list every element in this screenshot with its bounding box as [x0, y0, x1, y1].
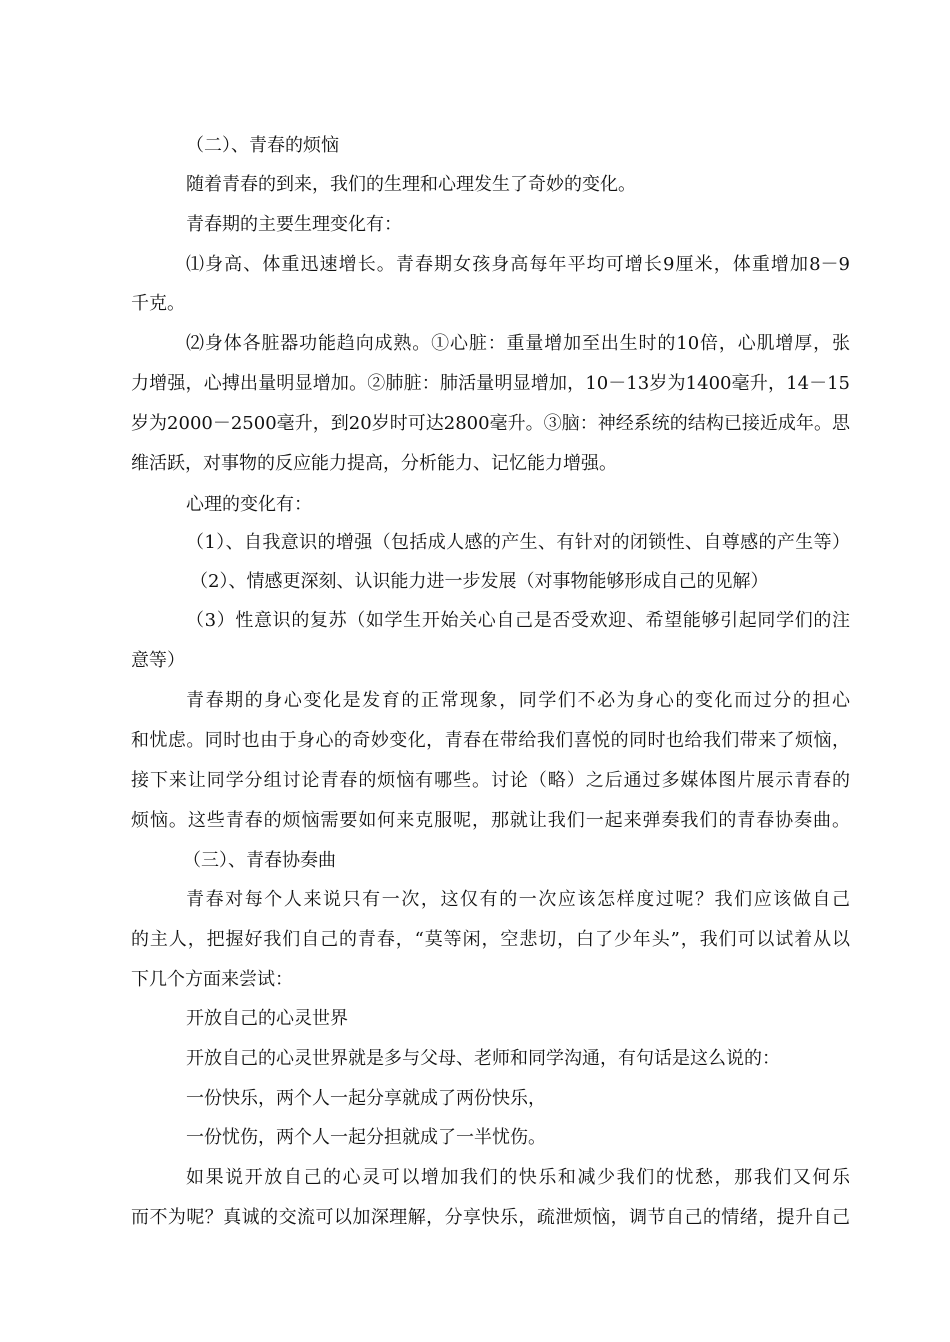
paragraph-line: 千克。 — [131, 293, 185, 314]
paragraph-line: 的主人，把握好我们自己的青春，“莫等闲，空悲切，白了少年头”，我们可以试着从以 — [131, 929, 850, 950]
paragraph-line: （3）性意识的复苏（如学生开始关心自己是否受欢迎、希望能够引起同学们的注 — [186, 610, 850, 631]
paragraph-line: 意等） — [131, 650, 185, 671]
subheading-open-heart: 开放自己的心灵世界 — [186, 1008, 348, 1029]
paragraph-line: 开放自己的心灵世界就是多与父母、老师和同学沟通，有句话是这么说的： — [186, 1048, 780, 1069]
paragraph-line: 青春对每个人来说只有一次，这仅有的一次应该怎样度过呢？我们应该做自己 — [186, 889, 850, 910]
paragraph-line: 力增强，心搏出量明显增加。②肺脏：肺活量明显增加，10－13岁为1400毫升，14－15 — [131, 373, 850, 394]
paragraph-line: 和忧虑。同时也由于身心的奇妙变化，青春在带给我们喜悦的同时也给我们带来了烦恼， — [131, 730, 850, 751]
paragraph-line: 下几个方面来尝试： — [131, 969, 293, 990]
paragraph-line: 接下来让同学分组讨论青春的烦恼有哪些。讨论（略）之后通过多媒体图片展示青春的 — [131, 770, 850, 791]
section-heading-concerto: （三）、青春协奏曲 — [183, 850, 336, 871]
paragraph-line: 而不为呢？真诚的交流可以加深理解，分享快乐，疏泄烦恼，调节自己的情绪，提升自己 — [131, 1207, 850, 1228]
paragraph-line: 岁为2000－2500毫升，到20岁时可达2800毫升。③脑：神经系统的结构已接近成年。思 — [131, 413, 850, 434]
paragraph-line: 随着青春的到来，我们的生理和心理发生了奇妙的变化。 — [186, 174, 636, 195]
paragraph-line: （2）、情感更深刻、认识能力进一步发展（对事物能够形成自己的见解） — [190, 571, 769, 592]
paragraph-line: 心理的变化有： — [186, 494, 312, 515]
paragraph-line: ⑵身体各脏器功能趋向成熟。①心脏：重量增加至出生时的10倍，心肌增厚，张 — [186, 333, 850, 354]
paragraph-line: 一份忧伤，两个人一起分担就成了一半忧伤。 — [186, 1127, 546, 1148]
paragraph-line: 青春期的身心变化是发育的正常现象，同学们不必为身心的变化而过分的担心 — [186, 690, 850, 711]
paragraph-line: ⑴身高、体重迅速增长。青春期女孩身高每年平均可增长9厘米，体重增加8－9 — [186, 254, 850, 275]
paragraph-line: 一份快乐，两个人一起分享就成了两份快乐， — [186, 1088, 546, 1109]
paragraph-line: 烦恼。这些青春的烦恼需要如何来克服呢，那就让我们一起来弹奏我们的青春协奏曲。 — [131, 810, 850, 831]
paragraph-line: 如果说开放自己的心灵可以增加我们的快乐和减少我们的忧愁，那我们又何乐 — [186, 1167, 850, 1188]
paragraph-line: （1）、自我意识的增强（包括成人感的产生、有针对的闭锁性、自尊感的产生等） — [186, 532, 850, 553]
paragraph-line: 青春期的主要生理变化有： — [186, 214, 402, 235]
paragraph-line: 维活跃，对事物的反应能力提高，分析能力、记忆能力增强。 — [131, 453, 617, 474]
section-heading-troubles: （二）、青春的烦恼 — [186, 135, 339, 156]
